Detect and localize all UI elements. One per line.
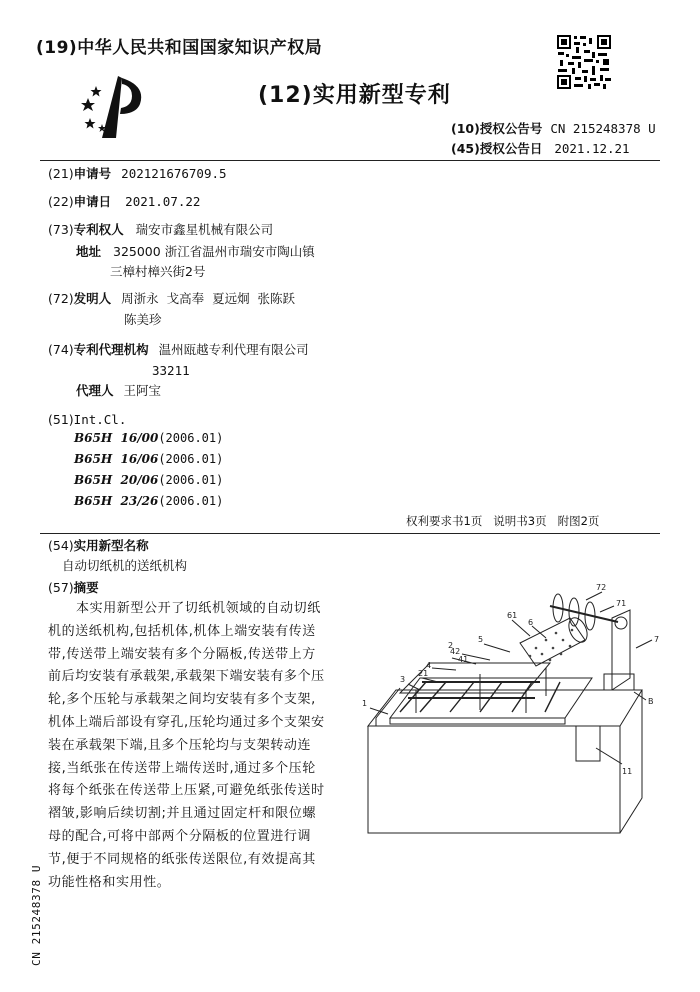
abstract-heading	[48, 580, 99, 596]
figure-label: 71	[616, 599, 627, 608]
inventors	[48, 291, 295, 307]
ipc-code: B65H 23/26	[74, 494, 159, 508]
field-label: 专利权人	[73, 222, 124, 237]
cnipa-emblem-icon	[80, 74, 150, 140]
field-label: 申请日	[73, 194, 112, 209]
abstract-line: 接,当纸张在传送带上端传送时,通过多个压轮	[48, 760, 316, 776]
figure-label: 7	[654, 635, 660, 644]
publication-number-label: (10)授权公告号	[451, 121, 543, 136]
abstract-line: 带,传送带上端安装有多个分隔板,传送带上方	[48, 646, 316, 662]
abstract-line: 功能性格和实用性。	[48, 874, 171, 890]
agent	[76, 383, 161, 399]
ipc-code: B65H 20/06	[74, 473, 159, 487]
figure-label: 3	[400, 675, 406, 684]
figure-label: 1	[362, 699, 368, 708]
field-label: 地址	[76, 244, 102, 259]
publication-date-value: 2021.12.21	[554, 141, 630, 156]
figure-label: 72	[596, 583, 607, 592]
field-label: 摘要	[73, 580, 99, 595]
figure-label: 2	[448, 641, 454, 650]
field-code: (72)	[48, 291, 74, 306]
patent-agency	[48, 342, 309, 358]
publication-date-label: (45)授权公告日	[451, 141, 543, 156]
address-line-2: 三樟村樟兴街2号	[110, 264, 206, 279]
address-line-1: 325000 浙江省温州市瑞安市陶山镇	[113, 244, 315, 259]
abstract-line: 装在承载架下端,且多个压轮均与支架转动连	[48, 737, 312, 753]
agent-value: 王阿宝	[123, 383, 162, 398]
ipc-version: (2006.01)	[158, 473, 224, 487]
inventors-line-2: 陈美珍	[124, 312, 162, 327]
document-type-title: (12)实用新型专利	[258, 83, 451, 108]
access-panel-11	[576, 726, 600, 761]
figure-label: 61	[507, 611, 518, 620]
biblio-divider	[40, 533, 660, 534]
abstract-line: 前后均安装有承载架,承载架下端安装有多个压	[48, 669, 325, 685]
abstract-line: 母的配合,可将中部两个分隔板的位置进行调	[48, 828, 312, 844]
abstract-line: 节,便于不同规格的纸张传送限位,有效提高其	[48, 851, 316, 867]
representative-drawing	[360, 578, 670, 858]
ipc-version: (2006.01)	[158, 494, 224, 508]
issuing-authority: (19)中华人民共和国国家知识产权局	[36, 38, 323, 58]
figure-label: 6	[528, 618, 534, 627]
machine-body-front	[368, 726, 620, 833]
patent-agency-value: 温州瓯越专利代理有限公司	[158, 342, 309, 357]
ipc-class-list	[74, 428, 223, 512]
ipc-class-item	[74, 491, 223, 512]
publication-date	[451, 141, 630, 157]
publication-number-value: CN 215248378 U	[550, 121, 656, 136]
figure-label: 42	[450, 647, 461, 656]
field-label: 发明人	[73, 291, 112, 306]
ipc-class-item	[74, 470, 223, 491]
abstract-text	[48, 598, 348, 894]
ipc-heading	[48, 412, 126, 428]
field-label: 专利代理机构	[73, 342, 149, 357]
side-publication-number: CN 215248378 U	[30, 864, 43, 966]
ipc-code: B65H 16/06	[74, 452, 159, 466]
abstract-line: 机的送纸机构,包括机体,机体上端安装有传送	[48, 623, 316, 639]
header-divider	[40, 160, 660, 161]
patent-agency-number: 33211	[152, 363, 190, 378]
ipc-version: (2006.01)	[158, 452, 224, 466]
application-date	[48, 194, 200, 210]
field-label: 实用新型名称	[73, 538, 149, 553]
field-code: (57)	[48, 580, 74, 595]
address	[76, 244, 315, 260]
field-code: (21)	[48, 166, 74, 181]
figure-label: 41	[458, 655, 469, 664]
figure-label: B	[648, 697, 654, 706]
ipc-class-item	[74, 449, 223, 470]
inventors-line-1: 周浙永 戈高奉 夏远炯 张陈跃	[121, 291, 296, 306]
figure-label: 4	[426, 661, 432, 670]
field-code: (22)	[48, 194, 74, 209]
abstract-line: 本实用新型公开了切纸机领域的自动切纸	[76, 601, 321, 616]
figure-label: 5	[478, 635, 484, 644]
figure-label: 21	[418, 669, 429, 678]
field-code: (74)	[48, 342, 74, 357]
field-label: Int.Cl.	[73, 412, 127, 427]
application-number	[48, 166, 227, 182]
field-code: (73)	[48, 222, 74, 237]
field-code: (54)	[48, 538, 74, 553]
application-number-value: 202121676709.5	[121, 166, 227, 181]
figure-label: 11	[622, 767, 633, 776]
machine-body-top	[368, 690, 642, 726]
abstract-line: 机体上端后部设有穿孔,压轮均通过多个支架安	[48, 714, 325, 730]
qr-code-icon	[556, 34, 612, 90]
ipc-code: B65H 16/00	[74, 431, 159, 445]
utility-model-title-heading	[48, 538, 149, 554]
utility-model-title: 自动切纸机的送纸机构	[62, 558, 188, 573]
patentee	[48, 222, 273, 238]
patentee-value: 瑞安市鑫星机械有限公司	[135, 222, 274, 237]
ipc-class-item	[74, 428, 223, 449]
abstract-line: 褶皱,影响后续切割;并且通过固定杆和限位螺	[48, 806, 317, 822]
abstract-line: 将每个纸张在传送带上压紧,可避免纸张传送时	[48, 783, 325, 799]
ipc-version: (2006.01)	[158, 431, 224, 445]
publication-number	[451, 121, 656, 137]
field-code: (51)	[48, 412, 74, 427]
page-count-summary: 权利要求书1页 说明书3页 附图2页	[406, 514, 600, 528]
abstract-line: 轮,多个压轮与承载架之间均安装有多个支架,	[48, 692, 316, 708]
application-date-value: 2021.07.22	[125, 194, 201, 209]
field-label: 代理人	[76, 383, 114, 398]
field-label: 申请号	[73, 166, 112, 181]
machine-body-side	[620, 690, 642, 833]
